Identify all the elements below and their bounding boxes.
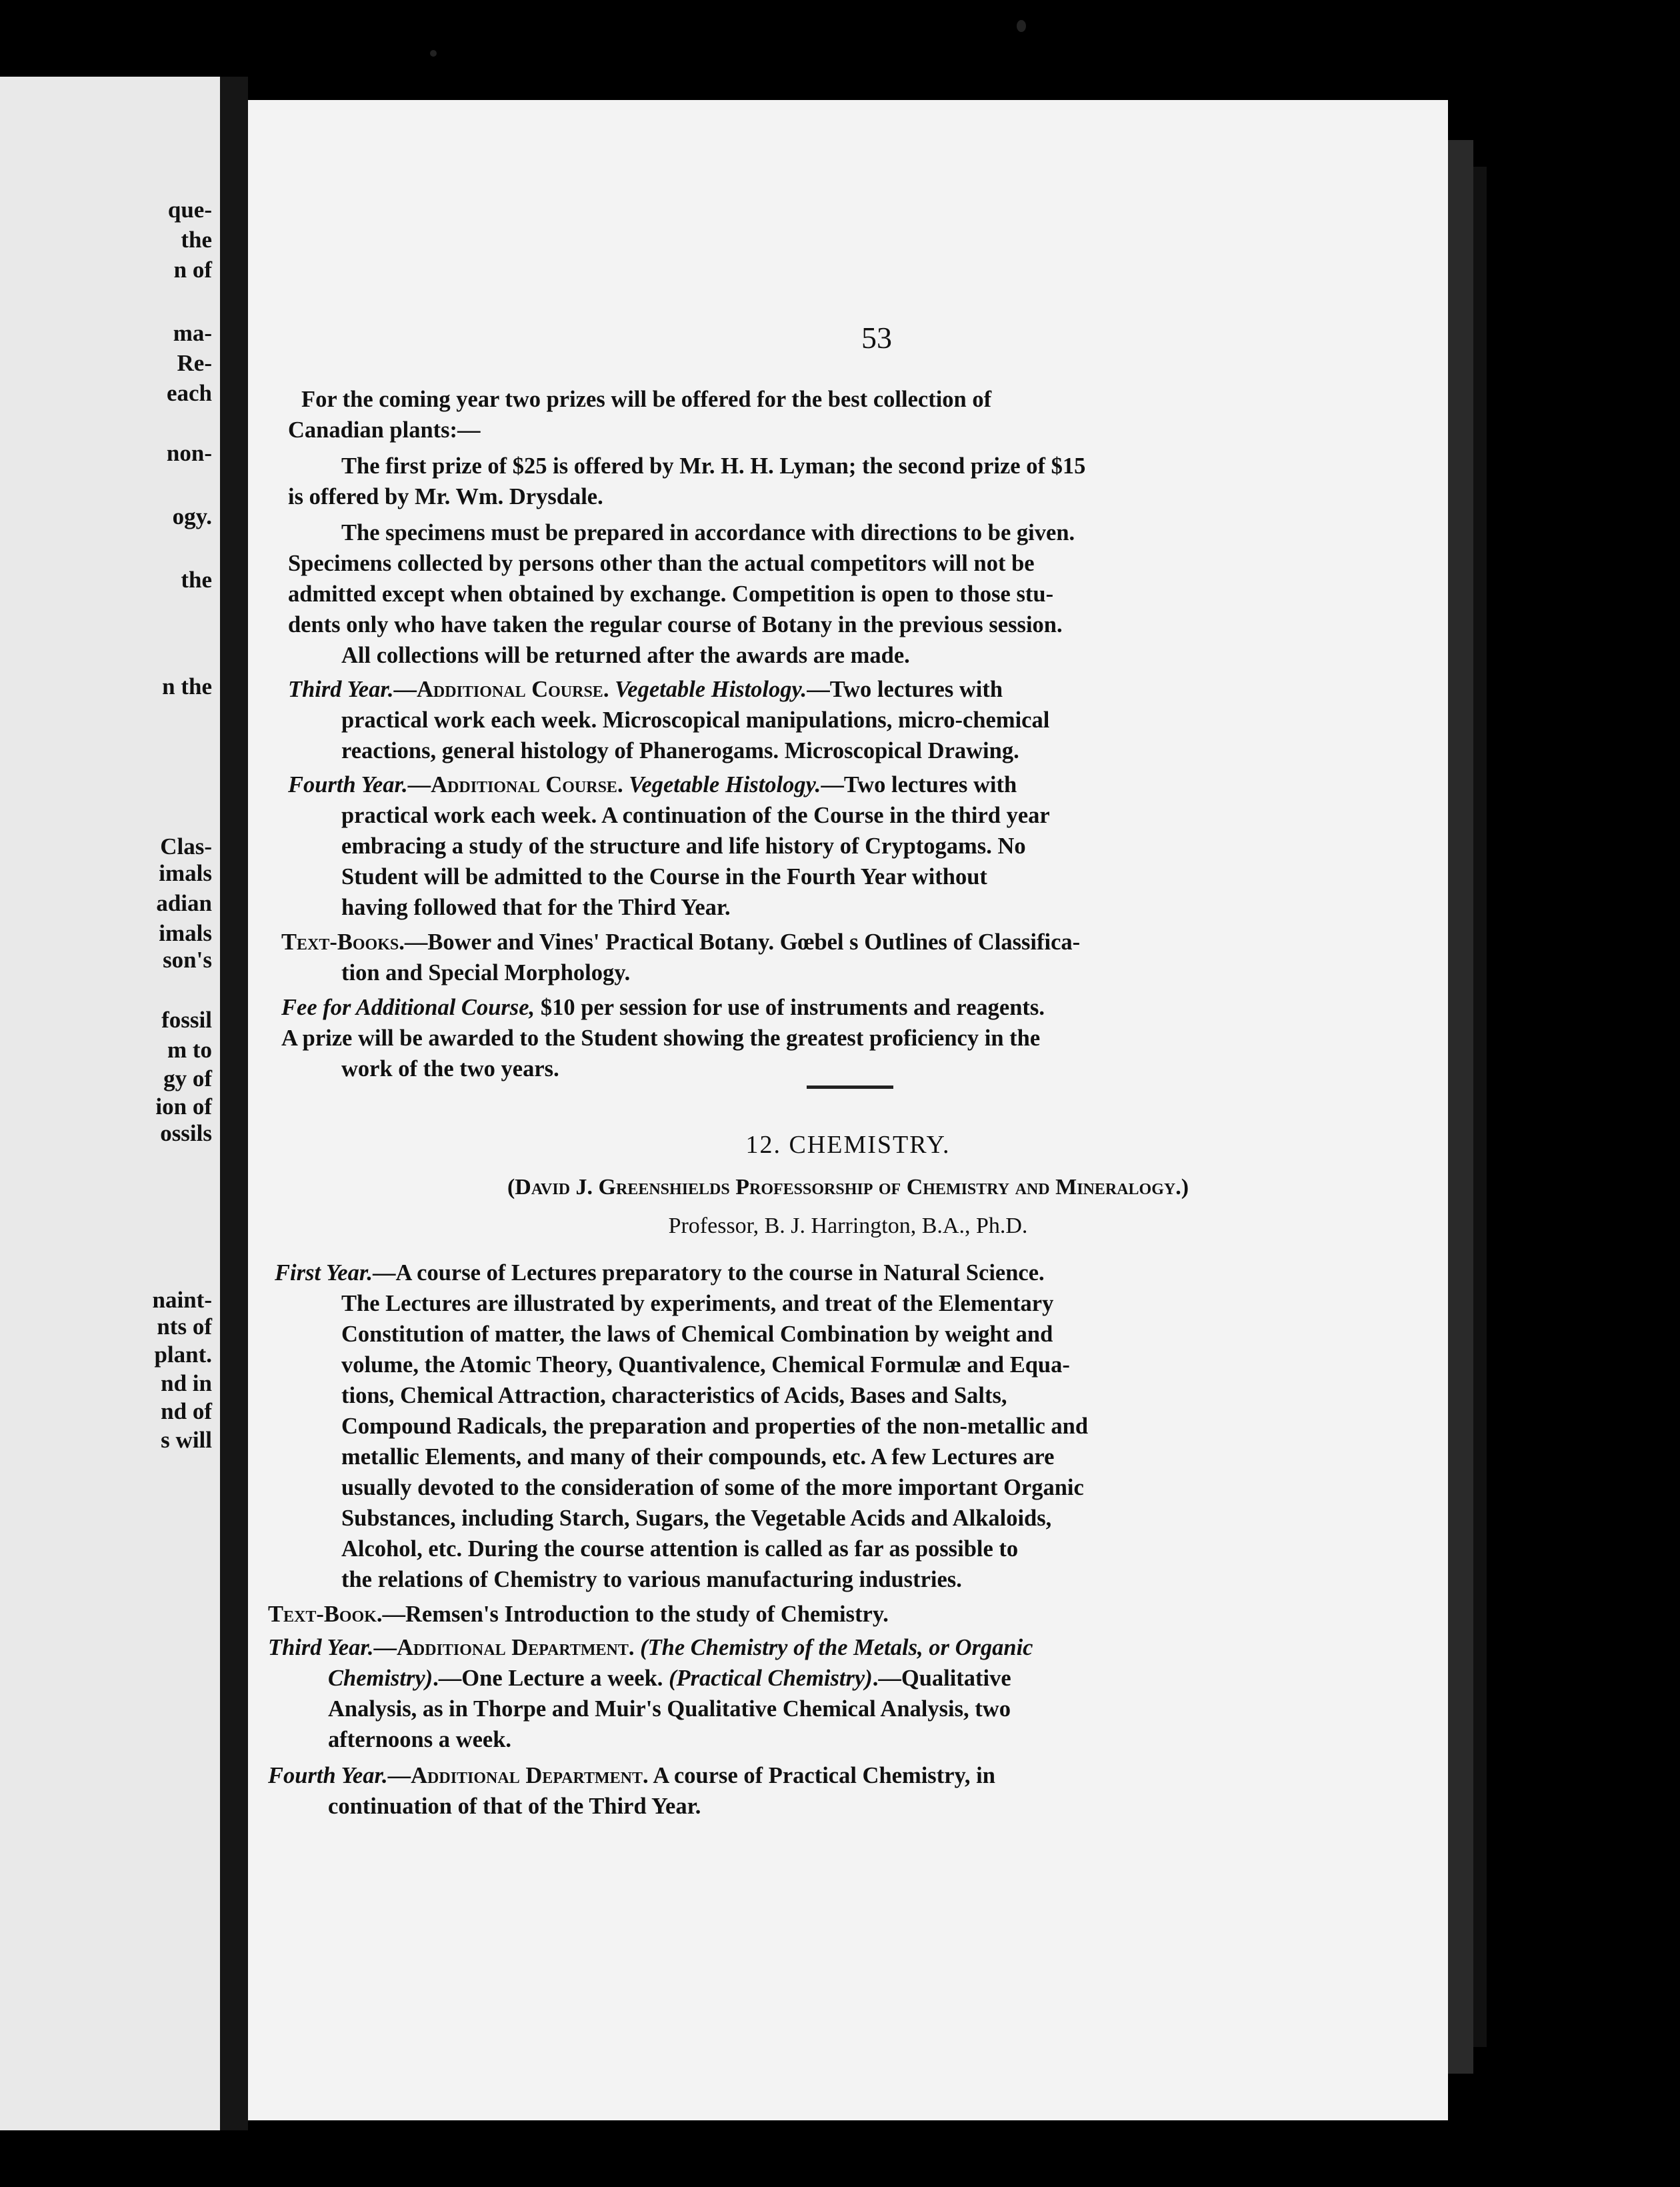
facing-page-fragment-line: ma- xyxy=(173,320,212,346)
document-page xyxy=(248,100,1448,2120)
page-edge xyxy=(1448,140,1473,2074)
botany-fourth-year-l3: embracing a study of the structure and life history of Cryptogams. No xyxy=(341,833,1026,859)
chemistry-professor: Professor, B. J. Harrington, B.A., Ph.D. xyxy=(668,1214,1028,1238)
botany-p1-l2: Canadian plants:— xyxy=(288,417,481,443)
botany-p2-l2: is offered by Mr. Wm. Drysdale. xyxy=(288,484,603,509)
chemistry-third-year-l3: Analysis, as in Thorpe and Muir's Qualitative Chemical Analysis, two xyxy=(328,1696,1011,1722)
facing-page-fragment-line: ossils xyxy=(160,1120,212,1146)
chemistry-third-year-l4: afternoons a week. xyxy=(328,1727,512,1752)
section-divider xyxy=(807,1085,893,1089)
botany-fourth-year-l5: having followed that for the Third Year. xyxy=(341,895,731,920)
chemistry-first-year-l10: Alcohol, etc. During the course attention is called as far as possible to xyxy=(341,1536,1019,1562)
facing-page-fragment-line: nd in xyxy=(161,1370,212,1396)
facing-page-fragment-line: the xyxy=(181,227,212,253)
botany-p3-l2: Specimens collected by persons other than the actual competitors will not be xyxy=(288,551,1035,576)
facing-page-fragment-line: fossil xyxy=(161,1007,212,1033)
botany-p4-l1: All collections will be returned after the awards are made. xyxy=(341,643,910,668)
scan-speck xyxy=(430,50,437,57)
chemistry-first-year-l11: the relations of Chemistry to various manufacturing industries. xyxy=(341,1567,962,1592)
botany-fourth-year-l2: practical work each week. A continuation of the Course in the third year xyxy=(341,803,1050,828)
page-number: 53 xyxy=(861,321,892,355)
facing-page-fragment-line: ogy. xyxy=(172,503,212,529)
page-edge-dark xyxy=(1473,167,1487,2047)
botany-fourth-year-l1: Fourth Year.—Additional Course. Vegetable Histology.—Two lectures with xyxy=(288,772,1017,797)
botany-p1-l1: For the coming year two prizes will be offered for the best collection of xyxy=(301,387,992,412)
book-gutter xyxy=(220,77,248,2130)
facing-page-fragment-line: s will xyxy=(161,1427,212,1453)
botany-third-year-l1: Third Year.—Additional Course. Vegetable Histology.—Two lectures with xyxy=(288,677,1003,702)
botany-third-year-l2: practical work each week. Microscopical manipulations, micro-chemical xyxy=(341,707,1050,733)
facing-page-fragment-line: Re- xyxy=(177,350,212,376)
facing-page-fragment-line: imals xyxy=(159,920,212,946)
facing-page-fragment-line: nts of xyxy=(157,1314,212,1340)
scan-speck xyxy=(1017,20,1026,32)
botany-p3-l3: admitted except when obtained by exchange. Competition is open to those stu- xyxy=(288,581,1054,607)
facing-page-fragment-line: n the xyxy=(162,673,212,699)
botany-p3-l1: The specimens must be prepared in accordance with directions to be given. xyxy=(341,520,1075,545)
facing-page-fragment-line: each xyxy=(166,380,212,406)
facing-page-fragment-line: ion of xyxy=(155,1094,212,1120)
facing-page-fragment-line: adian xyxy=(156,890,212,916)
facing-page-fragment-line: non- xyxy=(166,440,212,466)
facing-page-fragment-line: nd of xyxy=(161,1398,212,1424)
chemistry-third-year-l1: Third Year.—Additional Department. (The Chemistry of the Metals, or Organic xyxy=(268,1635,1033,1660)
botany-text-books-l2: tion and Special Morphology. xyxy=(341,960,631,985)
chemistry-first-year-l5: tions, Chemical Attraction, characteristics of Acids, Bases and Salts, xyxy=(341,1383,1007,1408)
chemistry-first-year-l3: Constitution of matter, the laws of Chemical Combination by weight and xyxy=(341,1322,1053,1347)
botany-third-year-l3: reactions, general histology of Phanerogams. Microscopical Drawing. xyxy=(341,738,1019,763)
chemistry-first-year-l6: Compound Radicals, the preparation and properties of the non-metallic and xyxy=(341,1414,1089,1439)
facing-page-fragment-line: son's xyxy=(163,947,212,973)
facing-page-fragment-line: naint- xyxy=(152,1287,212,1313)
chemistry-fourth-year-l1: Fourth Year.—Additional Department. A course of Practical Chemistry, in xyxy=(268,1763,995,1788)
botany-fee: Fee for Additional Course, $10 per session for use of instruments and reagents. xyxy=(281,995,1045,1020)
chemistry-first-year-l1: First Year.—A course of Lectures preparatory to the course in Natural Science. xyxy=(275,1260,1045,1286)
facing-page-fragment-line: the xyxy=(181,567,212,593)
chemistry-first-year-l2: The Lectures are illustrated by experiments, and treat of the Elementary xyxy=(341,1291,1054,1316)
facing-page-fragment-line: m to xyxy=(167,1037,212,1063)
botany-text-books-l1: Text-Books.—Bower and Vines' Practical Botany. Gœbel s Outlines of Classifica- xyxy=(281,929,1081,955)
chemistry-first-year-l8: usually devoted to the consideration of some of the more important Organic xyxy=(341,1475,1084,1500)
chemistry-fourth-year-l2: continuation of that of the Third Year. xyxy=(328,1794,701,1819)
facing-page-fragment-line: n of xyxy=(173,257,212,283)
chemistry-chair: (David J. Greenshields Professorship of Chemistry and Mineralogy.) xyxy=(507,1175,1189,1200)
chemistry-first-year-l4: volume, the Atomic Theory, Quantivalence, Chemical Formulæ and Equa- xyxy=(341,1352,1070,1378)
chemistry-third-year-l2: Chemistry).—One Lecture a week. (Practical Chemistry).—Qualitative xyxy=(328,1666,1011,1691)
chemistry-text-book: Text-Book.—Remsen's Introduction to the study of Chemistry. xyxy=(268,1602,889,1627)
chemistry-first-year-l7: metallic Elements, and many of their compounds, etc. A few Lectures are xyxy=(341,1444,1055,1470)
facing-page-fragment xyxy=(0,77,220,2130)
facing-page-fragment-line: Clas- xyxy=(160,833,212,859)
facing-page-fragment-line: gy of xyxy=(163,1065,212,1091)
botany-p3-l4: dents only who have taken the regular course of Botany in the previous session. xyxy=(288,612,1063,637)
facing-page-fragment-line: que- xyxy=(167,197,212,223)
facing-page-fragment-line: imals xyxy=(159,860,212,886)
botany-p2-l1: The first prize of $25 is offered by Mr. H. H. Lyman; the second prize of $15 xyxy=(341,453,1086,479)
facing-page-fragment-line: plant. xyxy=(154,1342,212,1368)
botany-prize-l2: work of the two years. xyxy=(341,1056,559,1081)
botany-fourth-year-l4: Student will be admitted to the Course in the Fourth Year without xyxy=(341,864,987,889)
chemistry-heading: 12. CHEMISTRY. xyxy=(745,1131,951,1159)
chemistry-first-year-l9: Substances, including Starch, Sugars, the Vegetable Acids and Alkaloids, xyxy=(341,1506,1052,1531)
botany-prize-l1: A prize will be awarded to the Student showing the greatest proficiency in the xyxy=(281,1025,1041,1051)
